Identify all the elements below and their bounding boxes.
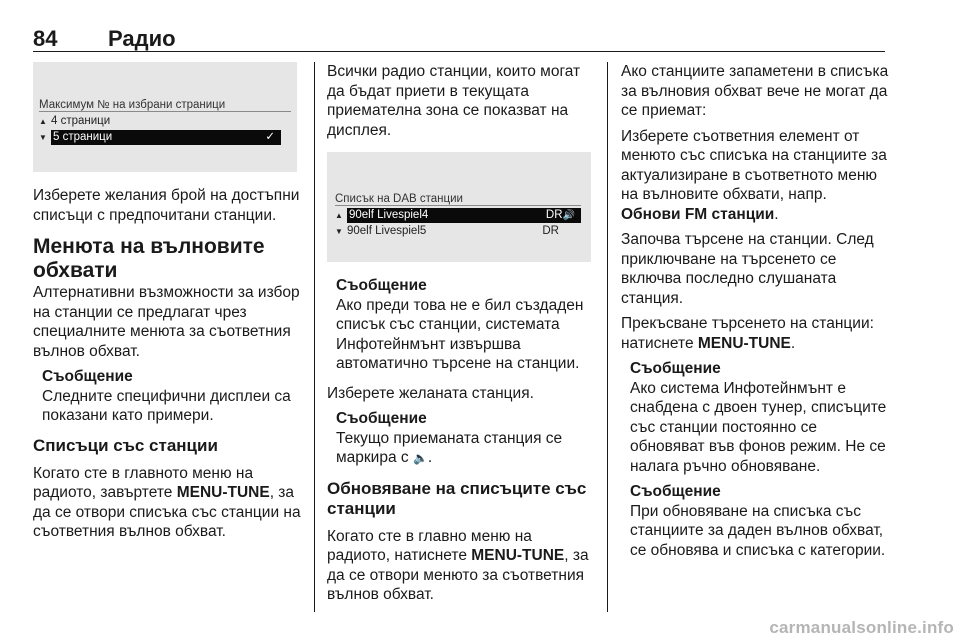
list-item-selected[interactable]: ▼ 5 страници ✓ <box>39 130 291 145</box>
note-text: Ако преди това не е бил създаден списък със станции, системата Инфотейнмънт извършва автоматично търсене на станции. <box>336 296 584 372</box>
menu-tune-label: MENU-TUNE <box>176 484 270 501</box>
note-text: Ако система Инфотейнмънт е снабдена с двоен тунер, списъците със станции постоянно се обновяват във фонов режим. Не се налага ръчно обновяване. <box>630 379 887 475</box>
arrow-up-icon: ▲ <box>39 117 47 126</box>
screen-title-rule <box>335 205 581 206</box>
paragraph: Всички радио станции, които могат да бъдат приети в текущата приемателна зона се показват на дисплея. <box>327 63 581 139</box>
max-pages-screen <box>33 62 297 172</box>
paragraph: Ако станциите запаметени в списъка за вълновия обхват вече не могат да се приемат: <box>621 63 889 119</box>
header-rule <box>33 51 885 52</box>
note-title: Съобщение <box>630 360 721 377</box>
watermark: carmanualsonline.info <box>769 618 954 637</box>
paragraph: Когато сте в главното меню на радиото, завъртете MENU-TUNE, за да се отвори списъка със станции на съответния вълнов обхват. <box>33 464 301 540</box>
paragraph: Прекъсване търсенето на станции: натиснете MENU-TUNE. <box>621 315 874 352</box>
note: Съобщение Текущо приеманата станция се маркира с 🔈. <box>327 409 599 469</box>
speaker-icon: 🔈 <box>412 451 428 465</box>
paragraph: Изберете желания брой на достъпни списъци с предпочитани станции. <box>33 187 300 224</box>
paragraph: Когато сте в главно меню на радиото, натиснете MENU-TUNE, за да се отвори менюто за съответния вълнов обхват. <box>327 527 589 603</box>
paragraph: Изберете съответния елемент от менюто със списъка на станциите за актуализиране в съответното меню на вълновите обхвати, напр. Обнови FM станции. <box>621 127 887 223</box>
list-item[interactable]: ▲ 4 страници <box>39 115 111 127</box>
dab-list-screen <box>327 152 591 262</box>
paragraph: Започва търсене на станции. След приключване на търсенето се включва последно слушаната станция. <box>621 231 874 307</box>
column-2 <box>327 62 599 611</box>
note-title: Съобщение <box>630 483 721 500</box>
arrow-up-icon: ▲ <box>335 211 343 220</box>
page-header <box>33 26 885 52</box>
note <box>621 482 889 560</box>
note <box>621 359 889 476</box>
speaker-icon: 🔊 <box>562 210 575 221</box>
list-item-selected[interactable]: ▲ 90elf Livespiel4 DR🔊 <box>335 208 581 223</box>
page-number: 84 <box>33 26 58 51</box>
note-text: При обновяване на списъка със станциите за даден вълнов обхват, се обновява и списъка с категории. <box>630 502 886 559</box>
note-title: Съобщение <box>42 368 133 385</box>
section-heading-bands: Менюта на вълновите обхвати <box>33 235 265 282</box>
paragraph: Алтернативни възможности за избор на станции се предлагат чрез специалните менюта за съответния вълнов обхват. <box>33 284 300 360</box>
note-title: Съобщение <box>336 410 427 427</box>
column-3 <box>621 62 889 566</box>
menu-tune-label: MENU-TUNE <box>697 334 791 352</box>
list-item[interactable]: ▼ 90elf Livespiel5 DR <box>335 225 559 237</box>
menu-tune-label: MENU-TUNE <box>471 547 565 564</box>
column-1 <box>33 62 303 548</box>
arrow-down-icon: ▼ <box>39 133 47 142</box>
update-fm-label: Обнови FM станции <box>621 205 775 223</box>
check-icon: ✓ <box>265 131 275 143</box>
note-text: Следните специфични дисплеи са показани като примери. <box>42 387 291 424</box>
column-divider-1 <box>314 62 315 612</box>
screen-title: Максимум № на избрани страници <box>39 99 226 111</box>
screen-title-rule <box>39 111 291 112</box>
section-heading-update: Обновяване на списъците със станции <box>327 478 587 518</box>
note-text: Текущо приеманата станция се маркира с <box>336 429 563 466</box>
paragraph: Изберете желаната станция. <box>327 384 534 402</box>
arrow-down-icon: ▼ <box>335 227 343 236</box>
screen-title: Списък на DAB станции <box>335 193 463 205</box>
page-title: Радио <box>108 26 176 51</box>
note-title: Съобщение <box>336 277 427 294</box>
section-heading-lists: Списъци със станции <box>33 435 218 455</box>
note <box>327 276 599 374</box>
note <box>33 367 303 426</box>
column-divider-2 <box>607 62 608 612</box>
